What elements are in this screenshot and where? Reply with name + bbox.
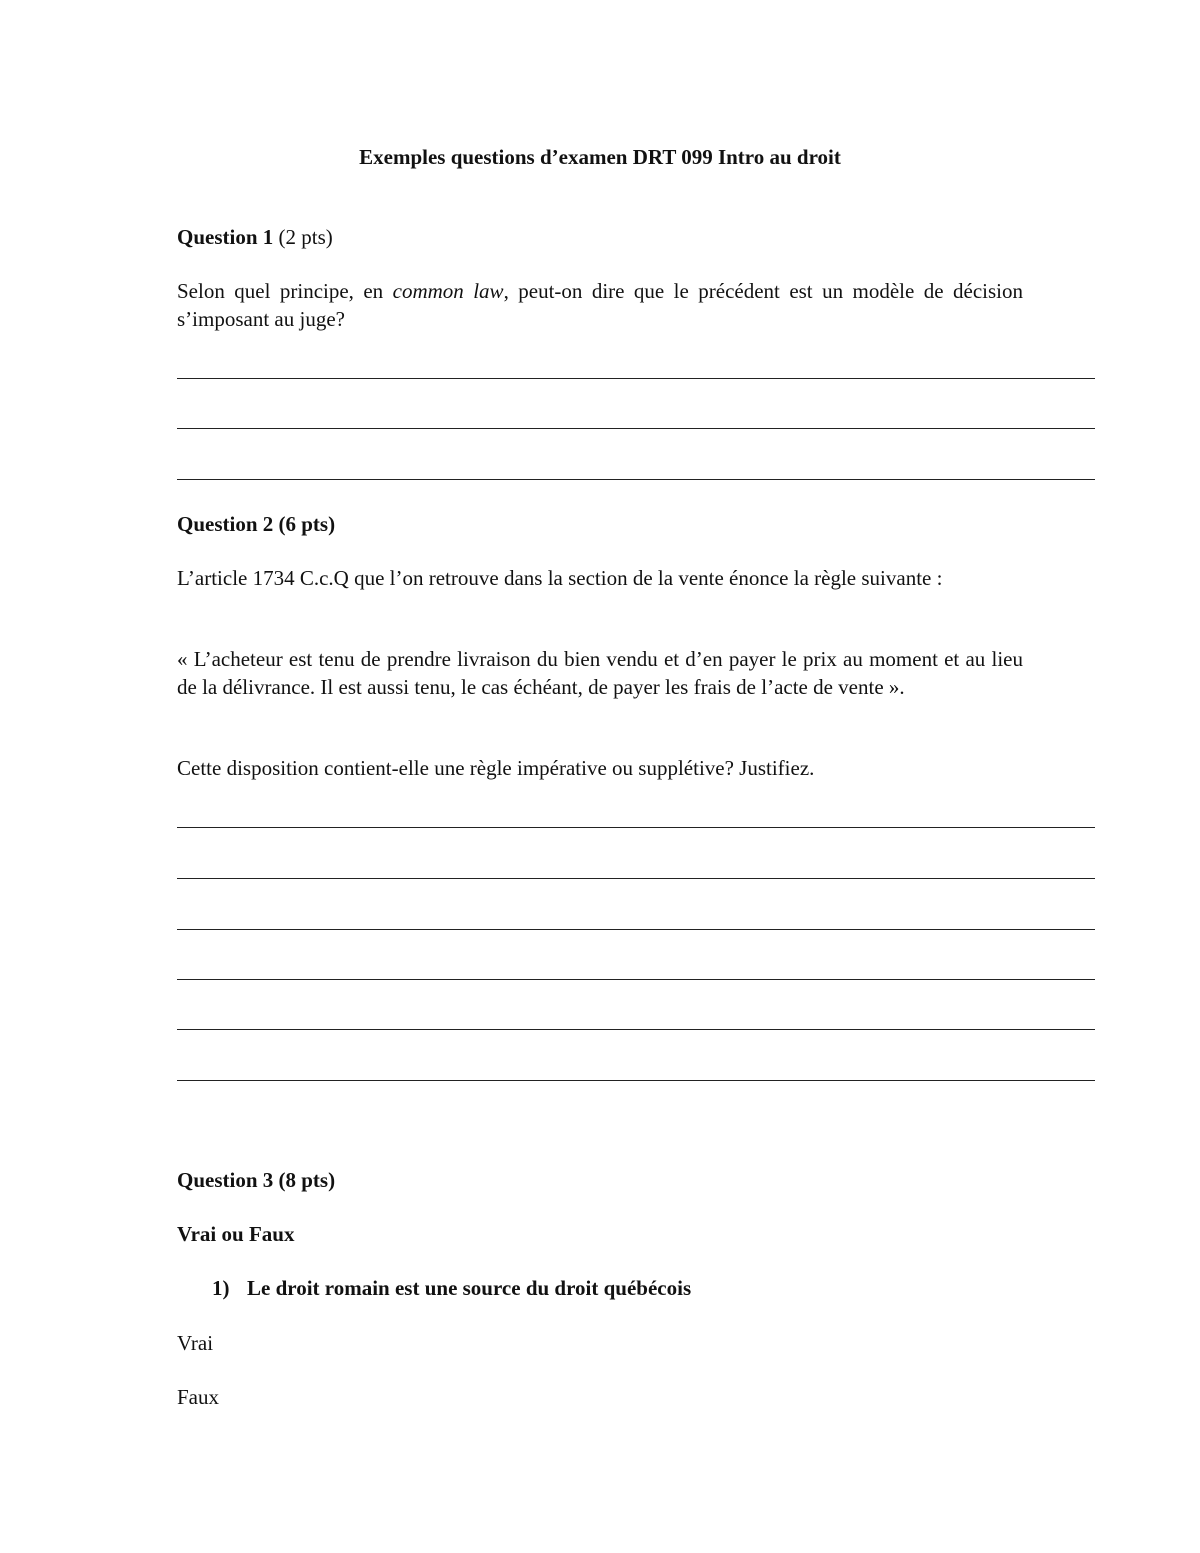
question-1-label: Question 1 <box>177 225 274 249</box>
document-title: Exemples questions d’examen DRT 099 Intro au droit <box>359 145 841 169</box>
answer-line <box>177 479 1095 480</box>
question-1-points: (2 pts) <box>278 225 333 249</box>
answer-line <box>177 827 1095 828</box>
question-2-intro: L’article 1734 C.c.Q que l’on retrouve dans la section de la vente énonce la règle suivante : <box>177 566 943 590</box>
option-vrai[interactable]: Vrai <box>177 1331 214 1355</box>
answer-line <box>177 979 1095 980</box>
question-1-text <box>177 277 1023 333</box>
answer-line <box>177 428 1095 429</box>
answer-line <box>177 878 1095 879</box>
question-2-quote: « L’acheteur est tenu de prendre livraison du bien vendu et d’en payer le prix au moment et au lieu de la délivrance. Il est aussi tenu, le cas échéant, de payer les frais de l’acte de vente ». <box>177 647 1023 699</box>
question-1-heading <box>177 223 333 251</box>
item-number: 1) <box>212 1276 230 1300</box>
question-1-text-after: , peut-on dire que le précédent est un modèle de décision s’imposant au juge? <box>177 279 1024 331</box>
question-2-question: Cette disposition contient-elle une règle impérative ou supplétive? Justifiez. <box>177 756 815 780</box>
answer-line <box>177 1080 1095 1081</box>
question-3-subheading: Vrai ou Faux <box>177 1222 295 1246</box>
answer-line <box>177 1029 1095 1030</box>
question-2-heading: Question 2 (6 pts) <box>177 512 336 536</box>
true-false-item <box>212 1274 691 1302</box>
answer-line <box>177 929 1095 930</box>
item-text: Le droit romain est une source du droit québécois <box>247 1276 692 1300</box>
question-1-text-before: Selon quel principe, en <box>177 279 393 303</box>
question-1-text-italic: common law <box>392 279 504 303</box>
question-3-heading: Question 3 (8 pts) <box>177 1168 336 1192</box>
option-faux[interactable]: Faux <box>177 1385 219 1409</box>
answer-line <box>177 378 1095 379</box>
